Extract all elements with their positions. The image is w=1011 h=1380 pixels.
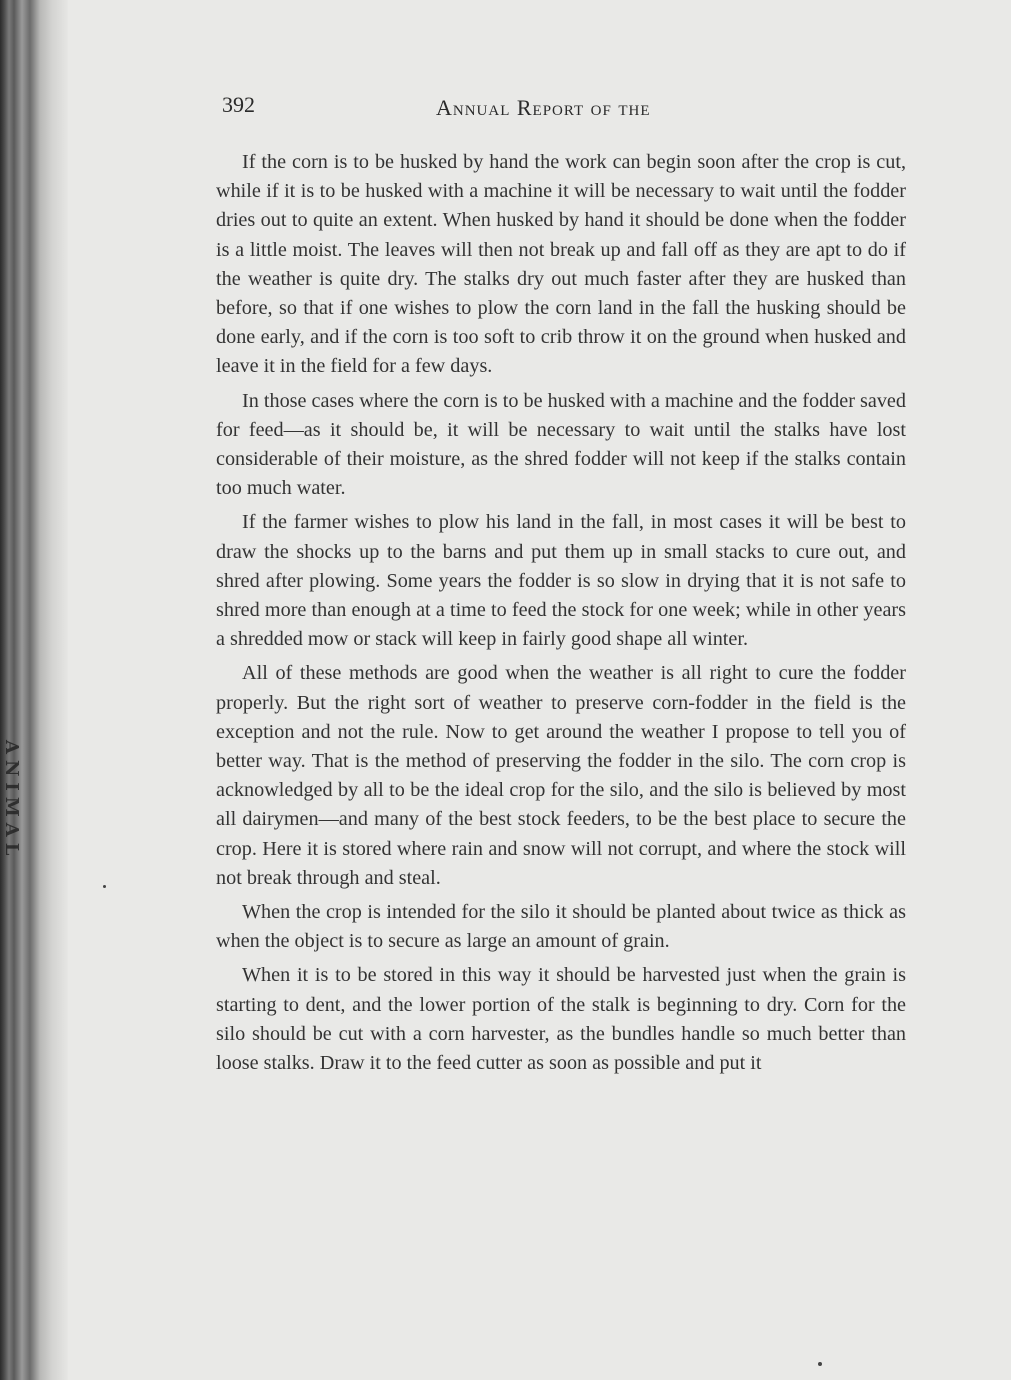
paragraph: When it is to be stored in this way it should be harvested just when the grain is starting to dent, and the lower portion of the stalk is beginning to dry. Corn for the silo should be cut with a corn harvester, as the bundles handle so much better than loose stalks. Draw it to the feed cutter as soon as possible and put it [216, 964, 906, 1075]
paragraph: All of these methods are good when the weather is all right to cure the fodder properly. But the right sort of weather to preserve corn-fodder in the field is the exception and not the rule. Now to get around the weather I propose to tell you of better way. That is the method of preserving the fodder in the silo. The corn crop is acknowledged by all to be the ideal crop for the silo, and the silo is believed by most all dairymen—and many of the best stock feeders, to be the best place to secure the crop. Here it is stored where rain and snow will not corrupt, and where the stock will not break through and steal. [216, 662, 906, 889]
body-text [216, 148, 906, 1083]
spine-label: ANIMAL [1, 740, 22, 862]
paragraph: If the corn is to be husked by hand the work can begin soon after the crop is cut, while if it is to be husked with a machine it will be necessary to wait until the fodder dries out to quite an extent. When husked by hand it should be done when the fodder is a little moist. The leaves will then not break up and fall off as they are apt to do if the weather is quite dry. The stalks dry out much faster after they are husked than before, so that if one wishes to plow the corn land in the fall the husking should be done early, and if the corn is too soft to crib throw it on the ground when husked and leave it in the field for a few days. [216, 151, 906, 378]
book-binding-edge [0, 0, 68, 1380]
ink-speck [818, 1362, 822, 1366]
page-header [222, 92, 912, 128]
page-number: 392 [222, 92, 255, 117]
paragraph: In those cases where the corn is to be husked with a machine and the fodder saved for feed—as it should be, it will be necessary to wait until the stalks have lost considerable of their moisture, as the shred fodder will not keep if the stalks contain too much water. [216, 389, 906, 500]
running-head: Annual Report of the [436, 95, 651, 120]
ink-speck [103, 885, 106, 888]
paragraph: If the farmer wishes to plow his land in the fall, in most cases it will be best to draw the shocks up to the barns and put them up in small stacks to cure out, and shred after plowing. Some years the fodder is so slow in drying that it is not safe to shred more than enough at a time to feed the stock for one week; while in other years a shredded mow or stack will keep in fairly good shape all winter. [216, 511, 906, 651]
paragraph: When the crop is intended for the silo it should be planted about twice as thick as when the object is to secure as large an amount of grain. [216, 901, 906, 953]
